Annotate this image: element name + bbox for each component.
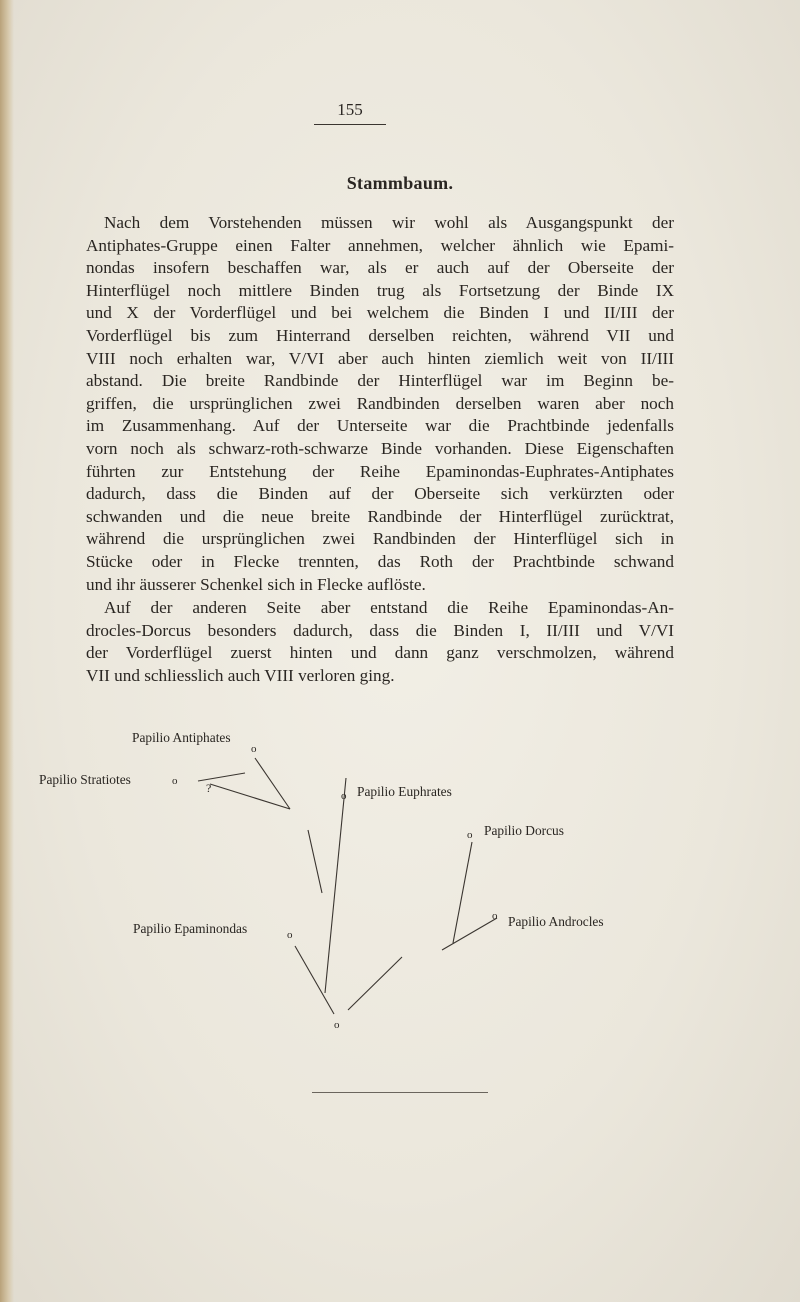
page-number-underline — [314, 124, 386, 125]
text-line: Hinterflügel noch mittlere Binden trug als Fortsetzung der Binde IX — [86, 280, 674, 300]
text-line: VII und schliesslich auch VIII verloren ging. — [86, 665, 395, 685]
label-epaminondas: Papilio Epaminondas — [133, 921, 248, 936]
text-line: der Vorderflügel zuerst hinten und dann ganz verschmolzen, während — [86, 643, 674, 663]
text-line: Vorderflügel bis zum Hinterrand derselben reichten, während VII und — [86, 325, 674, 345]
text-line: im Zusammenhang. Auf der Unterseite war die Prachtbinde jedenfalls — [86, 416, 674, 436]
branch-stratiotes — [198, 773, 245, 781]
page-edge-shadow — [0, 0, 14, 1302]
node-stratiotes: o — [172, 775, 178, 787]
paragraph-1 — [86, 212, 674, 596]
node-root: o — [334, 1019, 340, 1031]
phylogenetic-tree — [0, 720, 800, 1060]
tree-lines — [0, 720, 800, 1060]
text-line: griffen, die ursprünglichen zwei Randbinden derselben waren aber noch — [86, 393, 674, 413]
text-line: Auf der anderen Seite aber entstand die Reihe Epaminondas-An- — [104, 598, 674, 617]
text-line: und ihr äusserer Schenkel sich in Flecke auflöste. — [86, 574, 426, 594]
label-androcles: Papilio Androcles — [508, 914, 604, 929]
text-line: Antiphates-Gruppe einen Falter annehmen, welcher ähnlich wie Epami- — [86, 235, 674, 255]
node-euphrates: o — [341, 790, 347, 802]
text-line: Stücke oder in Flecke trennten, das Roth der Prachtbinde schwand — [86, 551, 674, 571]
branch-antiphates-lower — [308, 830, 322, 893]
label-stratiotes: Papilio Stratiotes — [39, 772, 131, 787]
question-mark: ? — [206, 781, 212, 795]
branch-dorcus — [453, 842, 472, 943]
text-line: während die ursprünglichen zwei Randbinden der Hinterflügel sich in — [86, 529, 674, 549]
branch-root-right — [348, 957, 402, 1010]
text-line: dadurch, dass die Binden auf der Oberseite sich verkürzten oder — [86, 484, 674, 504]
label-antiphates: Papilio Antiphates — [132, 730, 231, 745]
text-line: schwanden und die neue breite Randbinde der Hinterflügel zurücktrat, — [86, 506, 674, 526]
branch-stratiotes-2 — [210, 784, 290, 809]
page-number: 155 — [337, 100, 363, 119]
paragraph-2 — [86, 597, 674, 687]
text-line: führten zur Entstehung der Reihe Epaminondas-Euphrates-Antiphates — [86, 461, 674, 481]
bottom-divider — [312, 1092, 488, 1093]
node-dorcus: o — [467, 829, 473, 841]
text-line: drocles-Dorcus besonders dadurch, dass die Binden I, II/III und V/VI — [86, 620, 674, 640]
text-line: und X der Vorderflügel und bei welchem die Binden I und II/III der — [86, 303, 674, 323]
node-androcles: o — [492, 910, 498, 922]
label-dorcus: Papilio Dorcus — [484, 823, 564, 838]
branch-androcles — [442, 918, 497, 950]
text-line: abstand. Die breite Randbinde der Hinterflügel war im Beginn be- — [86, 371, 674, 391]
text-line: nondas insofern beschaffen war, als er auch auf der Oberseite der — [86, 258, 674, 278]
branch-antiphates — [255, 758, 290, 809]
label-euphrates: Papilio Euphrates — [357, 784, 452, 799]
branch-euphrates — [325, 778, 346, 993]
text-line: VIII noch erhalten war, V/VI aber auch hinten ziemlich weit von II/III — [86, 348, 674, 368]
text-line: vorn noch als schwarz-roth-schwarze Binde vorhanden. Diese Eigenschaften — [86, 438, 674, 458]
node-antiphates: o — [251, 743, 257, 755]
text-line: Nach dem Vorstehenden müssen wir wohl als Ausgangspunkt der — [104, 213, 674, 232]
node-epaminondas: o — [287, 929, 293, 941]
section-heading: Stammbaum. — [346, 173, 454, 193]
